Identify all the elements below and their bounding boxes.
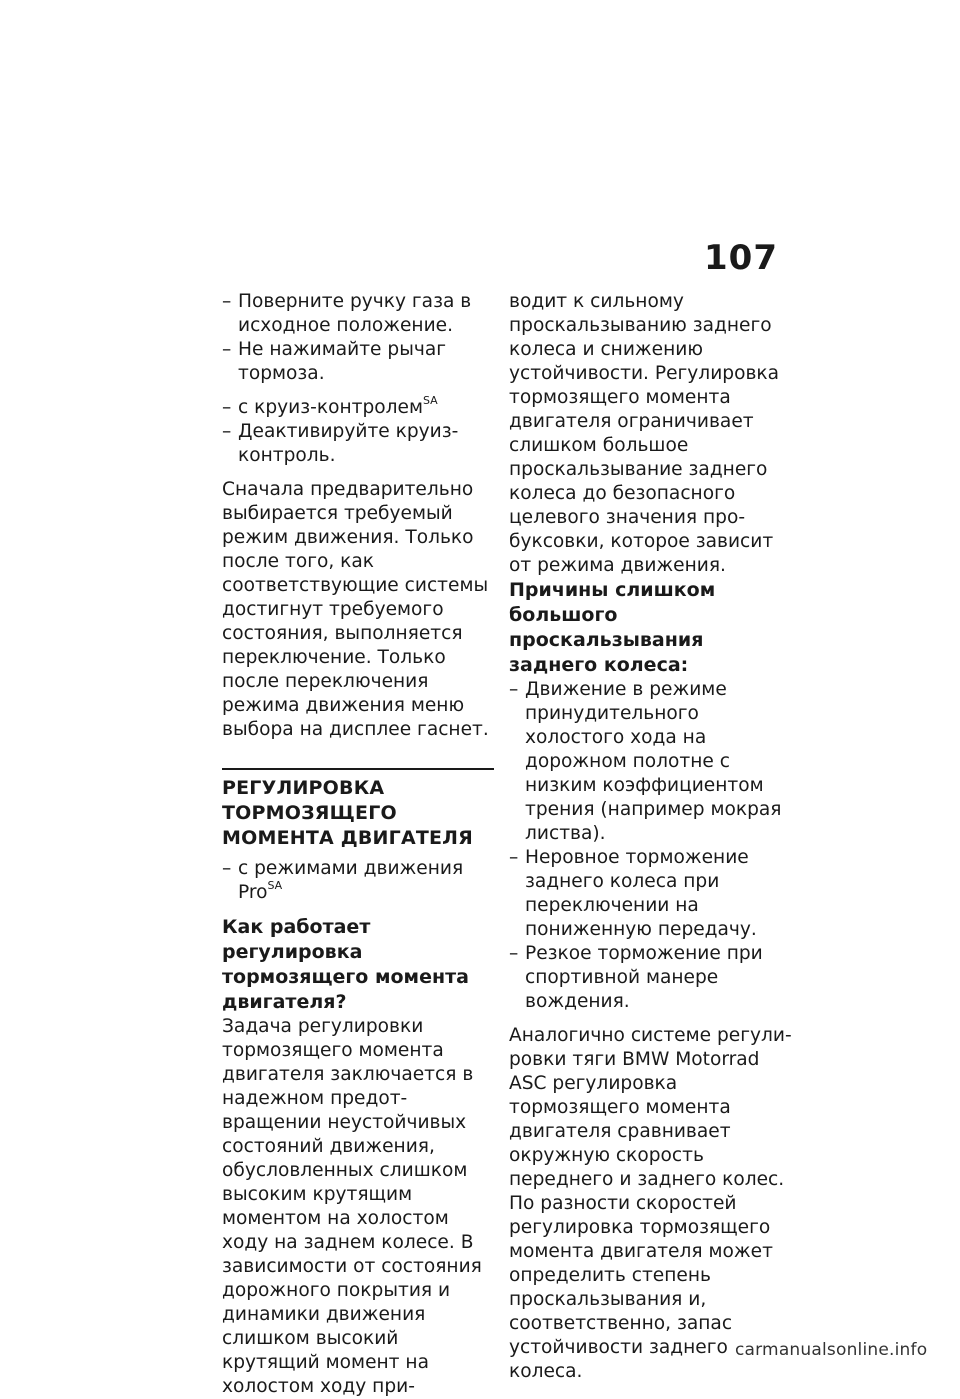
sa-superscript: SA: [422, 394, 438, 407]
footer-watermark: carmanualsonline.info: [735, 1340, 928, 1360]
dash-bullet: –: [222, 291, 232, 312]
list-item-text: Деактивируйте круиз-контроль.: [238, 421, 459, 466]
page-number: 107: [704, 238, 778, 278]
section-title: РЕГУЛИРОВКА ТОРМОЗЯЩЕГО МОМЕНТА ДВИГАТЕЛЯ: [222, 777, 473, 849]
subheading-how-it-works: Как работает регулировка тормозящего момента двигателя?: [222, 916, 469, 1013]
paragraph-comparison: Аналогично системе регулировки тяги BMW Motorrad ASC регулировка тормозящего момента двигателя сравнивает окружную скорость переднего и заднего колес. По разности скоростей регулировка тормозящего момента двигателя может определить степень проскальзывания и, соответственно, запас устойчивости заднего колеса.: [509, 1025, 792, 1382]
right-column: [509, 290, 794, 1384]
driving-modes-condition: [222, 857, 494, 905]
paragraph-mode-selection: Сначала предварительно выбирается требуемый режим движения. Только после того, как соответствующие системы достигнут требуемого состояния, выполняется переключение. Только после переключения режима движения меню выбора на дисплее гаснет.: [222, 479, 489, 740]
dash-bullet: –: [509, 847, 519, 868]
list-item: [509, 942, 794, 1014]
list-item: [222, 338, 494, 386]
condition-text: с круиз-контролем: [238, 397, 423, 418]
list-item-text: Движение в режиме принудительного холостого хода на дорожном полотне с низким коэффициентом трения (например мокрая листва).: [525, 679, 782, 844]
dash-bullet: –: [222, 397, 232, 418]
list-item-text: Неровное торможение заднего колеса при переключении на пониженную передачу.: [525, 847, 757, 940]
cruise-control-condition: [222, 396, 494, 420]
list-item: [222, 420, 494, 468]
list-item: [509, 846, 794, 942]
list-item: [509, 678, 794, 846]
left-column: [222, 290, 494, 1399]
section-divider: [222, 768, 494, 770]
sa-superscript: SA: [267, 879, 283, 892]
dash-bullet: –: [222, 421, 232, 442]
condition-text: с режимами движения Pro: [238, 858, 464, 903]
paragraph-function: Задача регулировки тормозящего момента двигателя заключается в надежном предотвращении неустойчивых состояний движения, обусловленных слишком высоким крутящим моментом на холостом ходу на заднем колесе. В зависимости от состояния дорожного покрытия и динамики движения слишком высокий крутящий момент на холостом ходу при-: [222, 1016, 482, 1397]
dash-bullet: –: [222, 339, 232, 360]
paragraph-continuation: водит к сильному проскальзыванию заднего колеса и снижению устойчивости. Регулировка тормозящего момента двигателя ограничивает слишком большое проскальзывание заднего колеса до безопасного целевого значения пробуксовки, которое зависит от режима движения.: [509, 291, 780, 576]
dash-bullet: –: [509, 943, 519, 964]
list-item-text: Резкое торможение при спортивной манере вождения.: [525, 943, 763, 1012]
list-item-text: Не нажимайте рычаг тормоза.: [238, 339, 447, 384]
dash-bullet: –: [509, 679, 519, 700]
list-item: [222, 290, 494, 338]
list-item-text: Поверните ручку газа в исходное положение.: [238, 291, 472, 336]
dash-bullet: –: [222, 858, 232, 879]
subheading-causes: Причины слишком большого проскальзывания заднего колеса:: [509, 579, 716, 676]
